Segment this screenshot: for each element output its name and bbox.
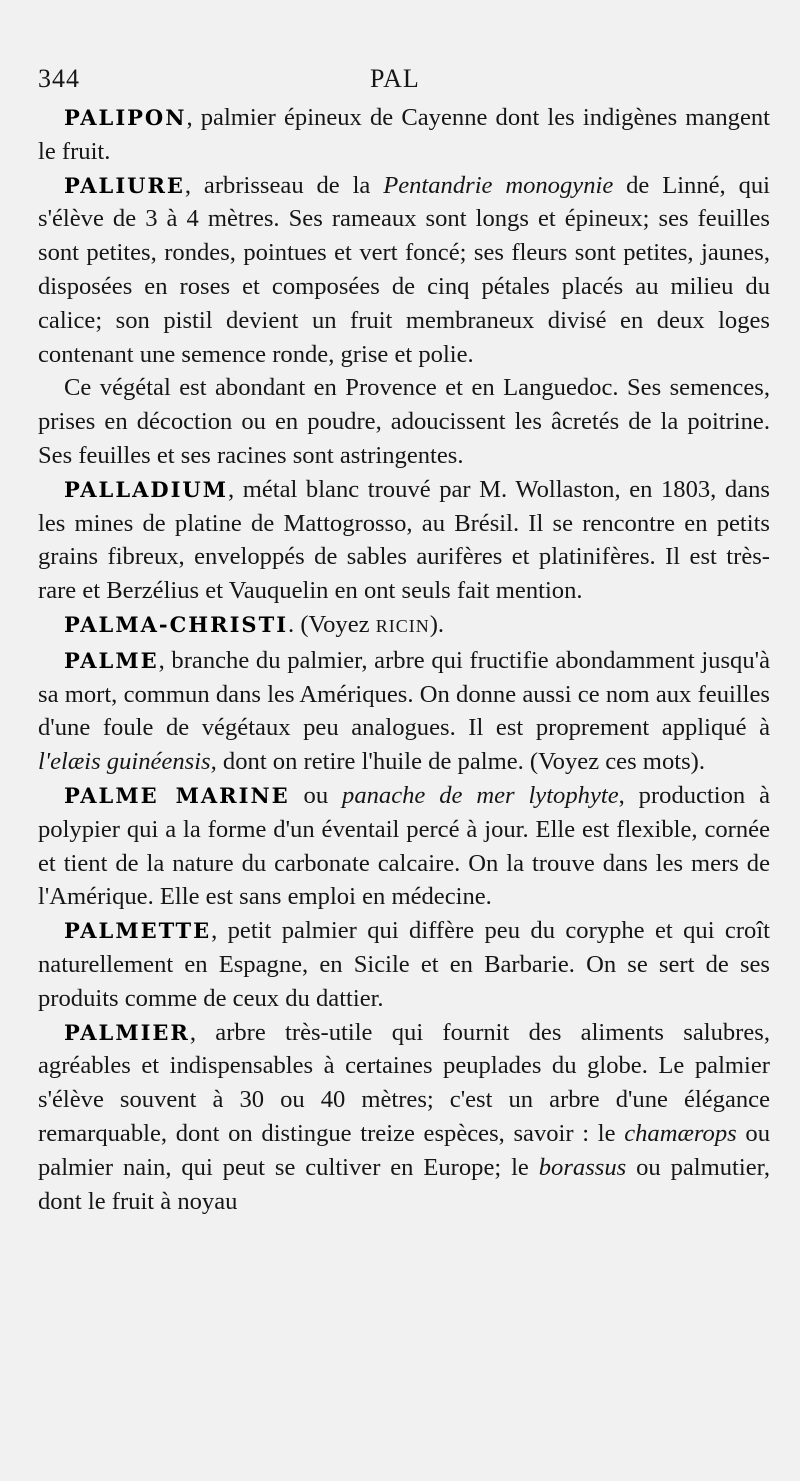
entry-text: ).	[429, 610, 445, 638]
page-number: 344	[38, 64, 80, 93]
entry-italic: panache de mer lytophyte	[342, 781, 619, 809]
entry-paliure	[38, 169, 770, 372]
headword: PALME MARINE	[64, 782, 290, 808]
entry-text: ou palmier nain, qui peut se cultiver en Europe; le	[38, 1119, 770, 1181]
entry-italic: l'elæis guinéensis,	[38, 748, 217, 776]
headword: PALMA-CHRISTI	[64, 611, 289, 637]
headword: PALIPON	[64, 105, 187, 130]
entries	[38, 101, 770, 1218]
entry-text: , métal blanc trouvé par M. Wollaston, en 1803, dans les mines de platine de Mattogrosso, au Brésil. Il se rencontre en petits grains fibreux, enveloppés de sables aurifères et platinifères. Il est très-rare et Berzélius et Vauquelin en ont seuls fait mention.	[38, 475, 770, 605]
entry-text: , palmier épineux de Cayenne dont les indigènes mangent le fruit.	[38, 104, 770, 165]
entry-text: . (Voyez	[288, 610, 376, 638]
headword: PALME	[64, 647, 159, 673]
entry-text: , arbre très-utile qui fournit des aliments salubres, agréables et indispensables à certaines peuplades du globe. Le palmier s'élève souvent à 30 ou 40 mètres; c'est un arbre d'une élégance remarquable, dont on distingue treize espèces, savoir : le	[38, 1018, 770, 1147]
entry-text: ou palmutier, dont le fruit à noyau	[38, 1153, 770, 1215]
headword: PALLADIUM	[64, 476, 228, 502]
entry-text: de Linné, qui s'élève de 3 à 4 mètres. Ses rameaux sont longs et épineux; ses feuilles sont petites, rondes, pointues et vert foncé; ses fleurs sont petites, jaunes, disposées en roses et composées de cinq pétales placés au milieu du calice; son pistil devient un fruit membraneux divisé en deux loges contenant une semence ronde, grise et polie.	[38, 171, 770, 368]
entry-italic: borassus	[538, 1153, 627, 1181]
entry-text: , arbrisseau de la	[184, 171, 384, 199]
entry-italic: Pentandrie monogynie	[383, 171, 614, 199]
cross-reference: RICIN	[375, 615, 430, 636]
entry-palme	[38, 644, 770, 779]
entry-text: , petit palmier qui diffère peu du coryphe et qui croît naturellement en Espagne, en Sicile et en Barbarie. On se sert de ses produits comme de ceux du dattier.	[38, 917, 770, 1012]
entry-italic: chamærops	[624, 1119, 737, 1147]
entry-palma-christi	[38, 608, 770, 644]
entry-palladium	[38, 473, 770, 608]
entry-palmette	[38, 914, 770, 1015]
entry-text: ou	[289, 781, 343, 809]
entry-palmier	[38, 1016, 770, 1219]
headword: PALMIER	[64, 1019, 190, 1045]
headword: PALIURE	[64, 172, 185, 198]
entry-text: , branche du palmier, arbre qui fructifie abondamment jusqu'à sa mort, commun dans les Amériques. On donne aussi ce nom aux feuilles d'une foule de végétaux peu analogues. Il est proprement appliqué à	[38, 646, 770, 742]
page-header	[38, 64, 770, 94]
entry-palipon	[38, 101, 770, 169]
running-head: PAL	[370, 64, 420, 93]
headword: PALMETTE	[64, 918, 212, 944]
entry-text: dont on retire l'huile de palme. (Voyez ces mots).	[216, 748, 705, 776]
entry-paliure-paragraph-2: Ce végétal est abondant en Provence et en Languedoc. Ses semences, prises en décoction ou en poudre, adoucissent les âcretés de la poitrine. Ses feuilles et ses racines sont astringentes.	[38, 374, 770, 469]
entry-palme-marine	[38, 779, 770, 914]
entry-text: , production à polypier qui a la forme d'un éventail percé à jour. Elle est flexible, cornée et tient de la nature du carbonate calcaire. On la trouve dans les mers de l'Amérique. Elle est sans emploi en médecine.	[38, 781, 771, 911]
